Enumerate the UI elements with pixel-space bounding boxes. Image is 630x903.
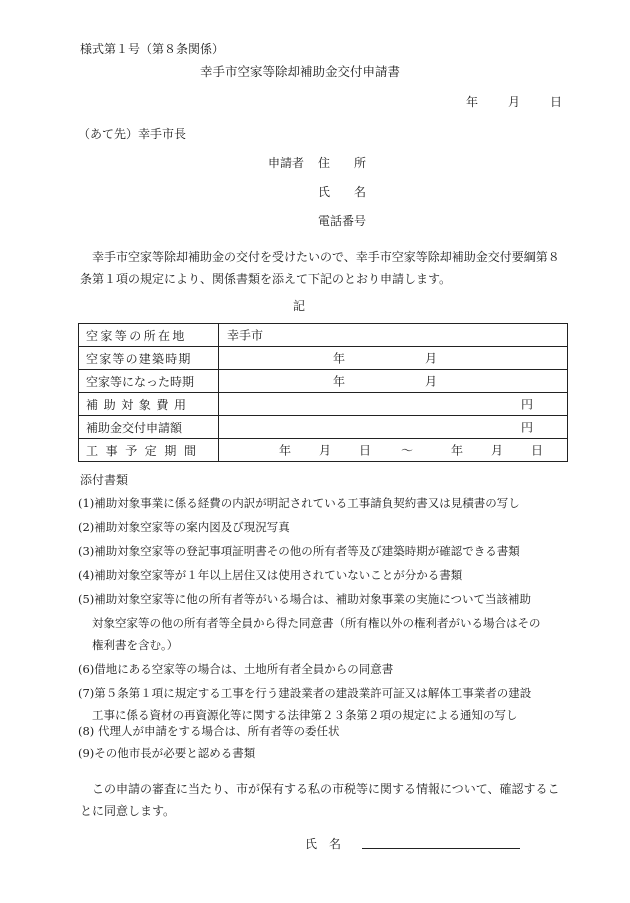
period-end-month: 月 [491, 443, 504, 458]
applicant-label: 申請者 [268, 156, 305, 170]
period-start-month: 月 [319, 443, 332, 458]
table-row [79, 324, 568, 347]
attachment-item-2: (2)補助対象空家等の案内図及び現況写真 [78, 520, 290, 534]
cost-label: 補助対象費用 [79, 393, 219, 416]
period-cell [219, 439, 568, 462]
vacant-month: 月 [425, 374, 438, 389]
attachment-item-9: (9)その他市長が必要と認める書類 [78, 746, 256, 760]
vacant-time-label: 空家等になった時期 [79, 370, 219, 393]
location-value: 幸手市 [227, 328, 264, 343]
request-amount-cell [219, 416, 568, 439]
period-start-year: 年 [279, 443, 292, 458]
period-tilde: ～ [401, 443, 414, 458]
table-row [79, 416, 568, 439]
built-time-label: 空家等の建築時期 [79, 347, 219, 370]
location-label: 空家等の所在地 [79, 324, 219, 347]
ki-heading: 記 [293, 299, 306, 313]
date-line [466, 96, 562, 108]
attachment-item-4: (4)補助対象空家等が１年以上居住又は使用されていないことが分かる書類 [78, 568, 463, 582]
built-year: 年 [333, 351, 346, 366]
attachment-item-6: (6)借地にある空家等の場合は、土地所有者全員からの同意書 [78, 662, 394, 676]
request-yen: 円 [521, 420, 534, 435]
period-end-day: 日 [531, 443, 544, 458]
addressee: （あて先）幸手市長 [78, 127, 187, 141]
applicant-phone-label: 電話番号 [318, 214, 367, 228]
attachment-item-1: (1)補助対象事業に係る経費の内訳が明記されている工事請負契約書又は見積書の写し [78, 496, 520, 510]
attachment-item-3: (3)補助対象空家等の登記事項証明書その他の所有者等及び建築時期が確認できる書類 [78, 544, 520, 558]
table-row [79, 393, 568, 416]
address-label: 住 所 [318, 156, 367, 170]
attachment-item-5-cont-1: 対象空家等の他の所有者等全員から得た同意書（所有権以外の権利者がいる場合はその [92, 616, 541, 630]
document-title: 幸手市空家等除却補助金交付申請書 [200, 64, 401, 79]
cost-cell [219, 393, 568, 416]
vacant-time-cell [219, 370, 568, 393]
applicant-address-row [268, 157, 366, 169]
built-month: 月 [425, 351, 438, 366]
attachment-item-5-cont-2: 権利書を含む。） [92, 638, 179, 652]
attachment-item-5: (5)補助対象空家等に他の所有者等がいる場合は、補助対象事業の実施について当該補助 [78, 592, 532, 606]
attachments-heading: 添付書類 [80, 473, 129, 487]
attachment-item-7: (7)第５条第１項に規定する工事を行う建設業者の建設業許可証又は解体工事業者の建設 [78, 686, 532, 700]
attachment-item-8: (8) 代理人が申請をする場合は、所有者等の委任状 [78, 724, 340, 738]
consent-statement [80, 778, 570, 822]
location-value-cell [219, 324, 568, 347]
signature-name-label: 氏 名 [305, 837, 342, 851]
period-end-year: 年 [451, 443, 464, 458]
signature-line[interactable] [362, 848, 520, 849]
applicant-name-label: 氏 名 [318, 185, 367, 199]
date-day: 日 [550, 95, 563, 109]
table-row [79, 370, 568, 393]
vacant-year: 年 [333, 374, 346, 389]
consent-text: この申請の審査に当たり、市が保有する私の市税等に関する情報について、確認することに同意します。 [80, 782, 560, 818]
application-details-table [78, 323, 568, 462]
form-number: 様式第１号（第８条関係） [80, 42, 225, 56]
table-row [79, 439, 568, 462]
date-year: 年 [466, 95, 479, 109]
cost-yen: 円 [521, 397, 534, 412]
period-label: 工事予定期間 [79, 439, 219, 462]
attachment-item-7-cont: 工事に係る資材の再資源化等に関する法律第２３条第２項の規定による通知の写し [92, 708, 518, 722]
table-row [79, 347, 568, 370]
request-amount-label: 補助金交付申請額 [79, 416, 219, 439]
built-time-cell [219, 347, 568, 370]
date-month: 月 [508, 95, 521, 109]
application-statement [80, 246, 570, 290]
period-start-day: 日 [359, 443, 372, 458]
application-statement-text: 幸手市空家等除却補助金の交付を受けたいので、幸手市空家等除却補助金交付要綱第８条第１項の規定により、関係書類を添えて下記のとおり申請します。 [80, 250, 560, 286]
